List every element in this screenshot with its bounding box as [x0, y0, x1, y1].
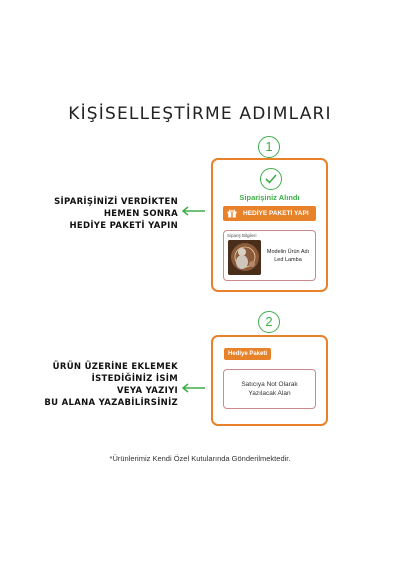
order-status: Siparişiniz Alındı	[239, 193, 300, 202]
step-number-1: 1	[258, 136, 280, 158]
arrow-left-icon	[180, 206, 206, 216]
step2-instruction	[44, 361, 178, 409]
product-name	[263, 248, 313, 264]
product-name-line: Led Lamba	[274, 257, 302, 263]
step1-instruction-line: HEMEN SONRA	[103, 209, 178, 219]
gift-package-label: Hediye Paketi	[224, 348, 271, 360]
product-name-line: Modelin Ürün Adı	[266, 249, 310, 255]
order-info-title: Sipariş Bilgileri	[227, 233, 257, 238]
order-received-card	[211, 158, 328, 292]
step1-instruction-line: HEDİYE PAKETİ YAPIN	[69, 221, 178, 231]
seller-note-line: Satıcıya Not Olarak	[241, 381, 298, 388]
step1-instruction	[54, 196, 178, 232]
arrow-left-icon	[180, 383, 206, 393]
gift-package-button[interactable]	[223, 206, 316, 221]
footnote: *Ürünlerimiz Kendi Özel Kutularında Gönderilmektedir.	[109, 454, 291, 463]
step1-instruction-line: SİPARİŞİNİZİ VERDİKTEN	[54, 197, 178, 207]
seller-note-field[interactable]	[223, 369, 316, 409]
gift-package-card	[211, 335, 328, 426]
product-image	[228, 240, 261, 275]
step2-instruction-line: İSTEDİĞİNİZ İSİM	[91, 374, 178, 384]
seller-note-line: Yazılacak Alan	[248, 390, 291, 397]
step2-instruction-line: ÜRÜN ÜZERİNE EKLEMEK	[52, 362, 178, 372]
check-circle-icon	[260, 168, 282, 190]
step-number-2: 2	[258, 311, 280, 333]
gift-package-button-label: HEDİYE PAKETİ YAPI	[243, 210, 309, 217]
page-title: KİŞİSELLEŞTİRME ADIMLARI	[68, 104, 332, 124]
gift-icon	[227, 209, 237, 218]
order-info-box	[223, 230, 316, 281]
step2-instruction-line: BU ALANA YAZABİLİRSİNİZ	[44, 398, 178, 408]
step2-instruction-line: VEYA YAZIYI	[116, 386, 178, 396]
